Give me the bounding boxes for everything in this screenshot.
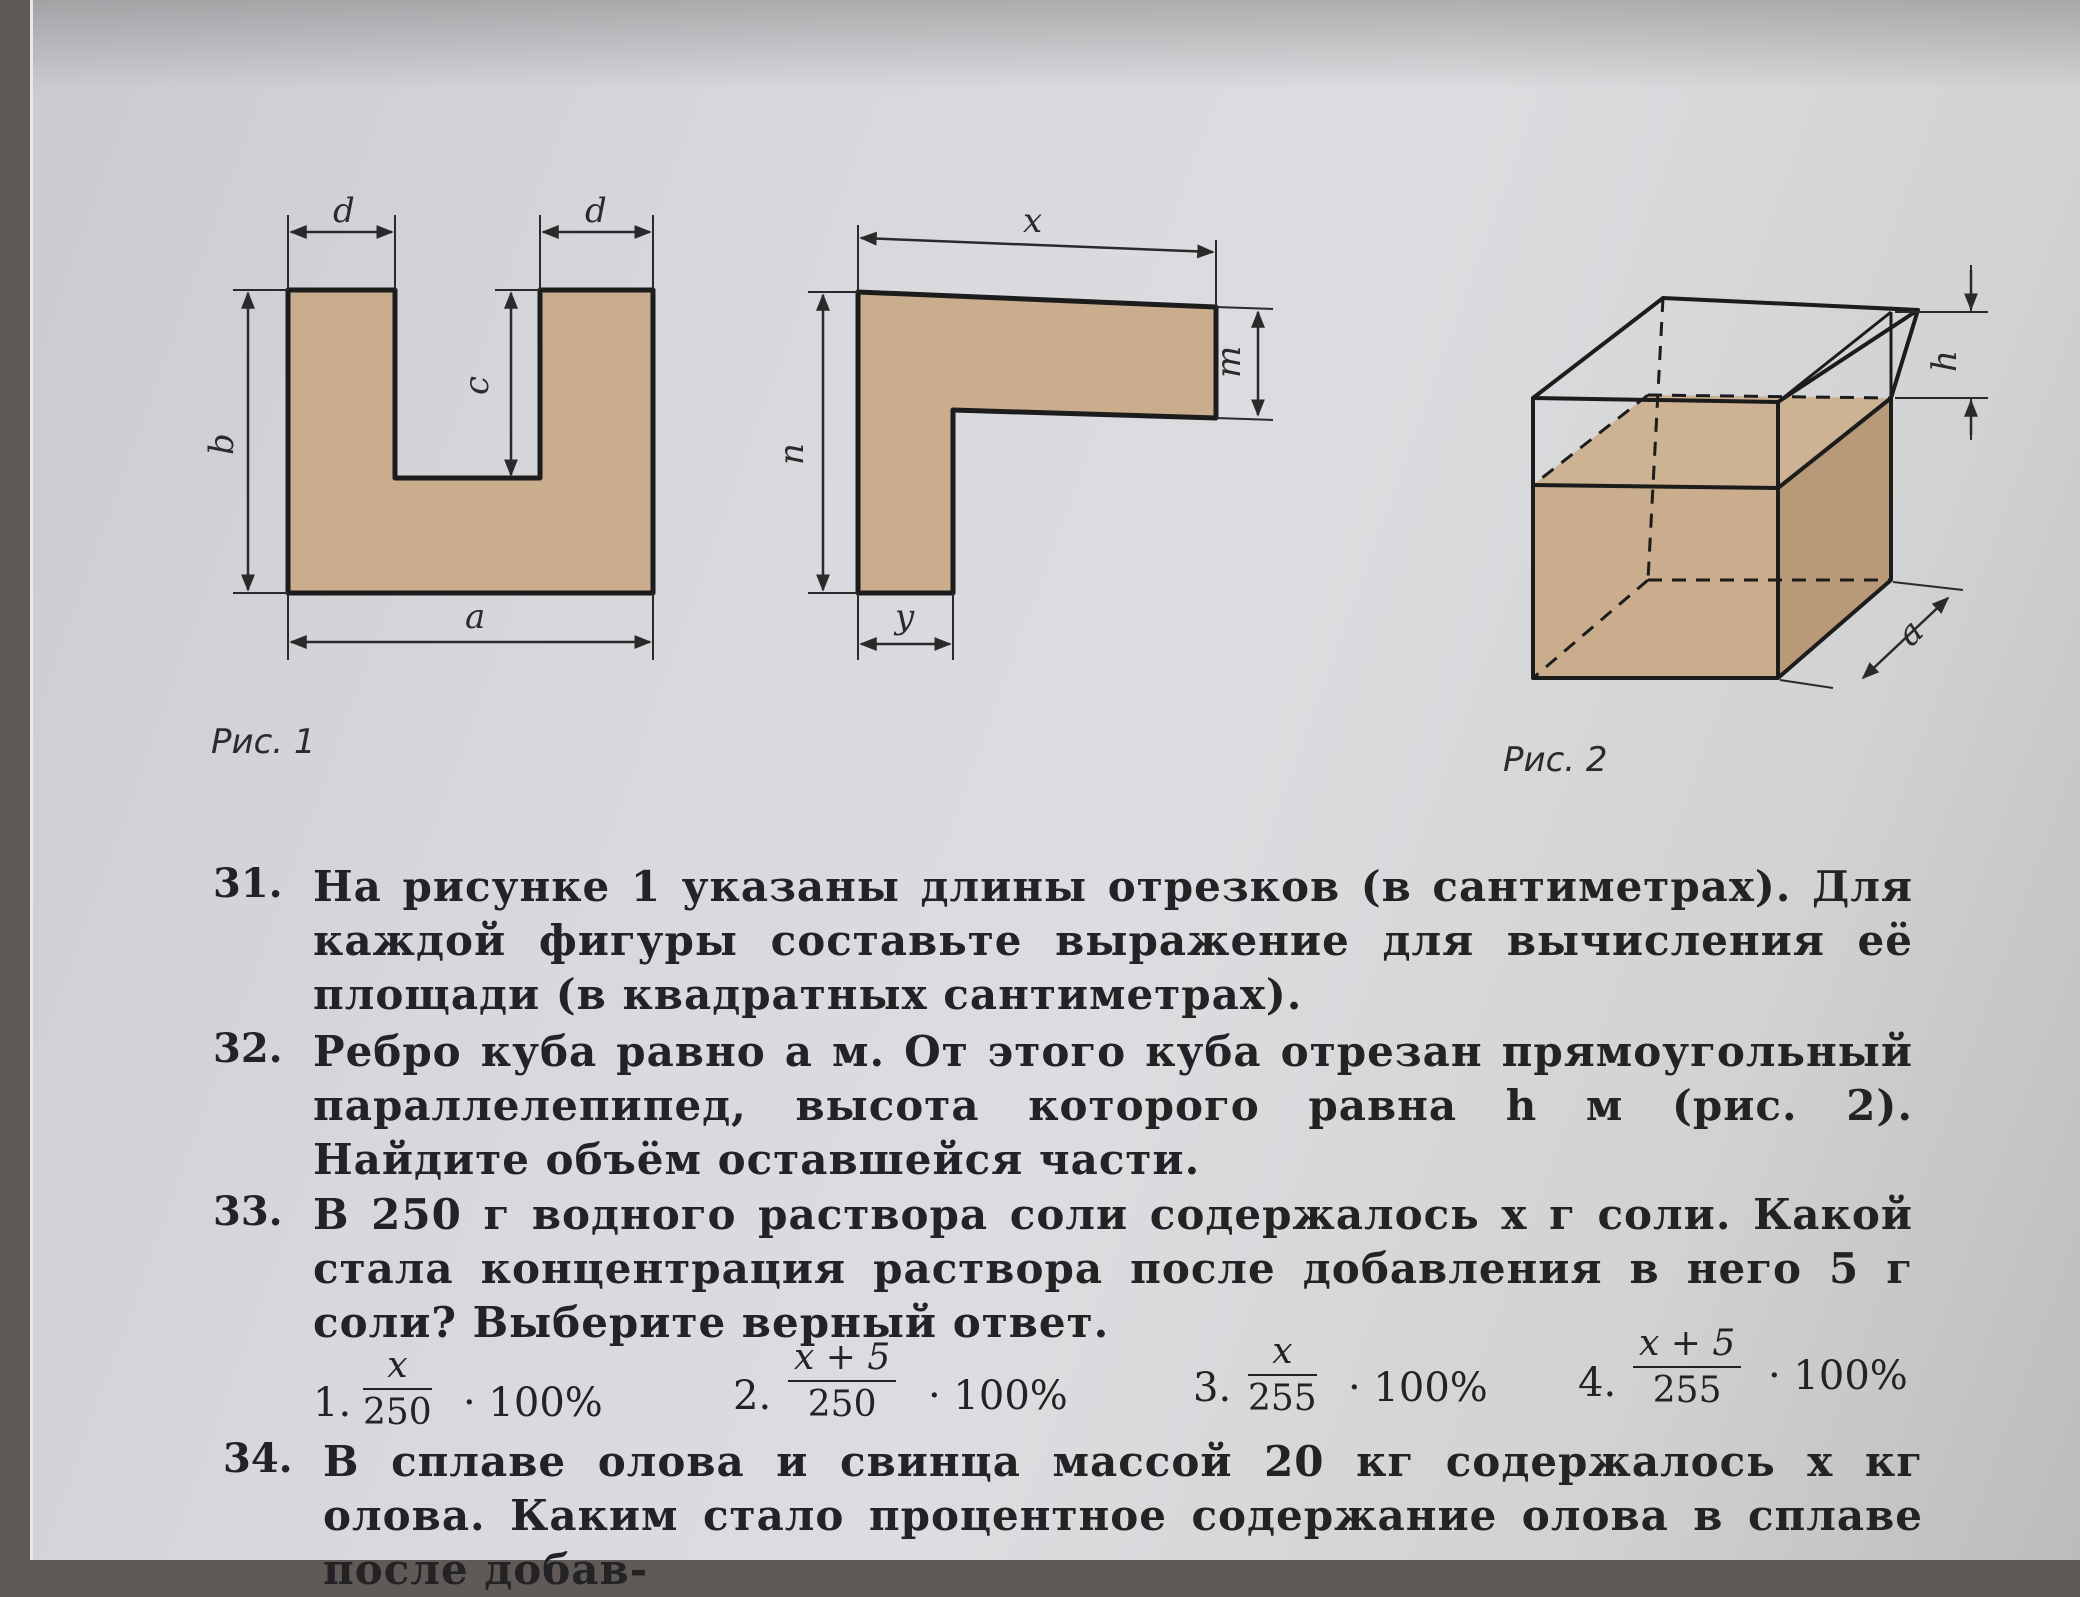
label-d-left: d xyxy=(333,191,355,231)
l-shape-figure xyxy=(772,201,1273,660)
label-n: n xyxy=(772,443,812,465)
problem-number: 34. xyxy=(223,1435,293,1482)
u-shape xyxy=(288,290,653,593)
problem-31 xyxy=(213,860,1913,1030)
answer-4-fraction xyxy=(1633,1323,1741,1411)
label-m: m xyxy=(1209,345,1249,378)
answer-3-label: 3. xyxy=(1193,1365,1232,1411)
answer-2-numerator: x + 5 xyxy=(788,1337,896,1382)
problem-text: На рисунке 1 указаны длины отрезков (в сантиметрах). Для каждой фигуры составьте выражение для вычисления её площади (в квадратных сантиметрах). xyxy=(313,862,1913,1019)
label-d-right: d xyxy=(585,191,607,231)
caption-fig2: Рис. 2 xyxy=(1503,740,1608,780)
caption-fig1: Рис. 1 xyxy=(211,722,316,762)
label-x: x xyxy=(1023,201,1043,241)
answer-2-label: 2. xyxy=(733,1373,772,1419)
answer-1-label: 1. xyxy=(313,1380,352,1426)
problem-text: В сплаве олова и свинца массой 20 кг содержалось x кг олова. Каким стало процентное содержание олова в сплаве после добав- xyxy=(323,1437,1923,1594)
answer-4-factor: · 100% xyxy=(1768,1353,1908,1399)
answer-3-fraction xyxy=(1248,1331,1317,1419)
cube-top xyxy=(1533,298,1918,402)
label-y: y xyxy=(895,597,915,637)
answer-4-numerator: x + 5 xyxy=(1633,1323,1741,1368)
answer-3-numerator: x xyxy=(1248,1331,1317,1376)
u-shape-figure xyxy=(202,191,653,660)
label-a-cube: a xyxy=(1889,611,1932,655)
label-b: b xyxy=(202,433,242,455)
answer-2-factor: · 100% xyxy=(928,1373,1068,1419)
problem-number: 33. xyxy=(213,1188,283,1235)
label-h: h xyxy=(1925,350,1965,372)
problem-text: В 250 г водного раствора соли содержалось x г соли. Какой стала концентрация раствора после добавления в него 5 г соли? Выберите верный ответ. xyxy=(313,1190,1913,1347)
problem-text: Ребро куба равно a м. От этого куба отрезан прямоугольный параллелепипед, высота которого равна h м (рис. 2). Найдите объём оставшейся части. xyxy=(313,1027,1913,1184)
answer-1-fraction xyxy=(363,1345,432,1433)
cube-figure xyxy=(1533,265,1988,688)
l-shape xyxy=(858,292,1216,593)
answer-3-denominator: 255 xyxy=(1248,1378,1317,1419)
answer-1-denominator: 250 xyxy=(363,1392,432,1433)
problem-number: 32. xyxy=(213,1025,283,1072)
answer-4-label: 4. xyxy=(1578,1360,1617,1406)
answer-2-denominator: 250 xyxy=(807,1384,877,1425)
label-a: a xyxy=(465,597,486,637)
textbook-page xyxy=(30,0,2080,1594)
figures-svg xyxy=(33,0,2080,820)
problem-34 xyxy=(223,1435,1923,1594)
label-c: c xyxy=(457,375,497,395)
problem-32 xyxy=(213,1025,1913,1195)
answer-2-fraction xyxy=(788,1337,896,1425)
problem-number: 31. xyxy=(213,860,283,907)
answer-1-numerator: x xyxy=(363,1345,432,1390)
answer-1-factor: · 100% xyxy=(463,1380,603,1426)
answer-3-factor: · 100% xyxy=(1348,1365,1488,1411)
answer-4-denominator: 255 xyxy=(1652,1370,1722,1411)
